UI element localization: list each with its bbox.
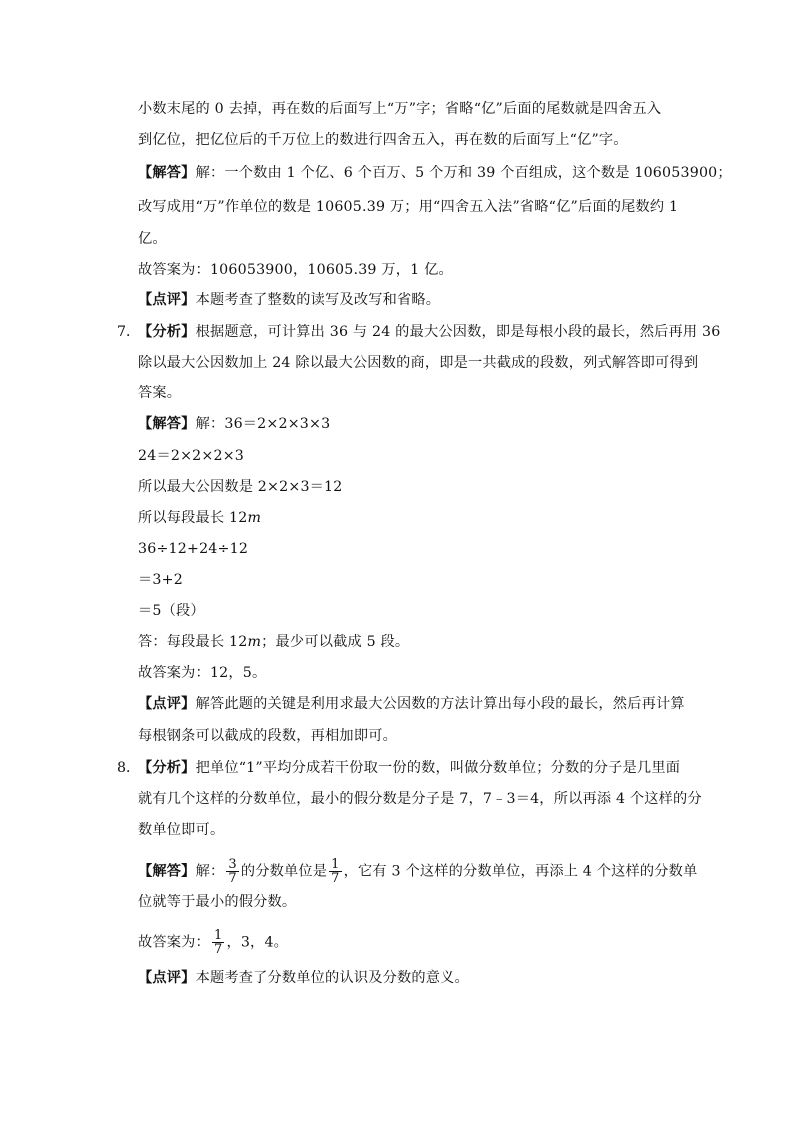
text-line: 答案。 xyxy=(138,385,182,401)
text-line: 位就等于最小的假分数。 xyxy=(138,894,297,910)
text-line: 小数末尾的 0 去掉，再在数的后面写上“万”字；省略“亿”后面的尾数就是四舍五入 xyxy=(138,101,662,117)
answer-tag: 【解答】 xyxy=(138,165,196,181)
text-line: 每根钢条可以截成的段数，再相加即可。 xyxy=(138,728,397,744)
text-line: 数单位即可。 xyxy=(138,822,225,838)
question-number: 8． xyxy=(117,760,141,776)
text-line: 就有几个这样的分数单位，最小的假分数是分子是 7，7﹣3＝4，所以再添 4 个这样的分 xyxy=(138,791,702,807)
comment-tag: 【点评】 xyxy=(138,696,196,712)
comment-tag: 【点评】 xyxy=(138,292,196,308)
text-line: 除以最大公因数加上 24 除以最大公因数的商，即是一共截成的段数，列式解答即可得到 xyxy=(138,355,699,371)
text-line: 36÷12+24÷12 xyxy=(138,541,249,557)
text-line: 改写成用“万”作单位的数是 10605.39 万；用“四舍五入法”省略“亿”后面的尾数约 1 xyxy=(138,199,679,215)
text-line: 【解答】解：36＝2×2×3×3 xyxy=(138,416,331,432)
fraction: $\frac{1}{7}$ xyxy=(213,928,223,957)
analysis-tag: 【分析】 xyxy=(138,324,196,340)
answer-tag: 【解答】 xyxy=(138,863,196,880)
text-line: 【点评】本题考查了分数单位的认识及分数的意义。 xyxy=(138,970,469,986)
text-line: ＝3+2 xyxy=(138,572,183,588)
answer-tag: 【解答】 xyxy=(138,416,196,432)
text-line: 故答案为：106053900，10605.39 万，1 亿。 xyxy=(138,262,453,278)
text-line: 【点评】本题考查了整数的读写及改写和省略。 xyxy=(138,292,441,308)
text-line: 所以最大公因数是 2×2×3＝12 xyxy=(138,479,343,495)
text-line: 亿。 xyxy=(138,231,167,247)
text-line: 【分析】根据题意，可计算出 36 与 24 的最大公因数，即是每根小段的最长，然后再用 36 xyxy=(138,324,721,340)
text-line: 【分析】把单位“1”平均分成若干份取一份的数，叫做分数单位；分数的分子是几里面 xyxy=(138,760,681,776)
text-line: 故答案为： $\frac{1}{7}$ ，3，4。 xyxy=(138,928,289,957)
text-line: 24＝2×2×2×3 xyxy=(138,448,245,464)
comment-tag: 【点评】 xyxy=(138,970,196,986)
text-line: 故答案为：12，5。 xyxy=(138,665,267,681)
analysis-tag: 【分析】 xyxy=(138,760,196,776)
text-line: 答：每段最长 12m；最少可以截成 5 段。 xyxy=(138,634,410,650)
fraction: $\frac{3}{7}$ xyxy=(228,857,237,886)
fraction: $\frac{1}{7}$ xyxy=(331,857,340,886)
text-line: ＝5（段） xyxy=(138,603,205,619)
text-line: 所以每段最长 12m xyxy=(138,510,262,526)
text-line: 【解答】解： $\frac{3}{7}$ 的分数单位是 $\frac{1}{7}$ ，它有 3 个这样的分数单位，再添上 4 个这样的分数单 xyxy=(138,857,698,886)
question-number: 7． xyxy=(117,324,141,340)
text-line: 【解答】解：一个数由 1 个亿、6 个百万、5 个万和 39 个百组成，这个数是 106053900； xyxy=(138,165,732,181)
text-line: 【点评】解答此题的关键是利用求最大公因数的方法计算出每小段的最长，然后再计算 xyxy=(138,696,685,712)
text-line: 到亿位，把亿位后的千万位上的数进行四舍五入，再在数的后面写上“亿”字。 xyxy=(138,132,628,148)
